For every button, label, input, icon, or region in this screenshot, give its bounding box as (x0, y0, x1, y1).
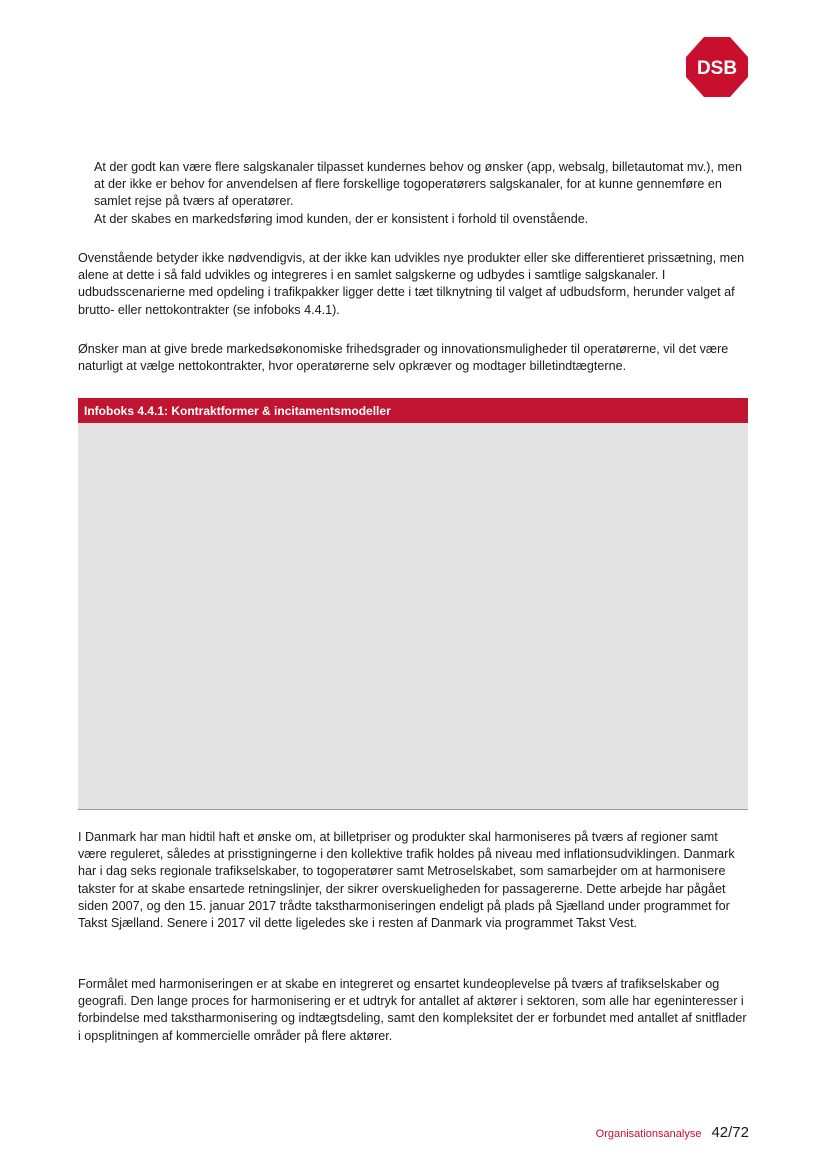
body-paragraph: Ønsker man at give brede markedsøkonomiske frihedsgrader og innovationsmuligheder til operatørerne, vil det være naturligt at vælge nettokontrakter, hvor operatørerne selv opkræver og modtager billetindtægterne. (78, 342, 729, 374)
dsb-logo (686, 37, 748, 97)
infobox-title: Infoboks 4.4.1: Kontraktformer & incitamentsmodeller (78, 398, 748, 423)
footer-section: Organisationsanalyse (595, 1128, 702, 1140)
body-paragraph: Formålet med harmoniseringen er at skabe en integreret og ensartet kundeoplevelse på tværs af trafikselskaber og geografi. Den lange proces for harmonisering er et udtryk for antallet af aktører i sektoren, som alle har egeninteresser i forbindelse med takstharmonisering og indtægtsdeling, samt den kompleksitet der er forbundet med antallet af snitflader i opsplitningen af kommercielle områder på flere aktører. (78, 977, 747, 1043)
body-paragraph: Ovenstående betyder ikke nødvendigvis, at der ikke kan udvikles nye produkter eller ske differentieret prissætning, men alene at dette i så fald udvikles og integreres i en samlet salgskerne og udbydes i samtlige salgskanaler. I udbudsscenarierne med opdeling i trafikpakker ligger dette i tæt tilknytning til valget af udbudsform, herunder valget af brutto- eller nettokontrakter (se infoboks 4.4.1). (78, 251, 745, 317)
dsb-logo-text: DSB (696, 58, 738, 79)
page-number: 42/72 (711, 1124, 749, 1141)
infobox (78, 398, 748, 810)
bullet-item: At der godt kan være flere salgskanaler tilpasset kundernes behov og ønsker (app, websalg, billetautomat mv.), men at der ikke er behov for anvendelsen af flere forskellige togoperatørers salgskanaler, for at kunne gennemføre en samlet rejse på tværs af operatører. (94, 160, 742, 209)
body-paragraph: I Danmark har man hidtil haft et ønske om, at billetpriser og produkter skal harmoniseres på tværs af regioner samt være reguleret, således at prisstigningerne i den kollektive trafik holdes på niveau med inflationsudviklingen. Danmark har i dag seks regionale trafikselskaber, to togoperatører samt Metroselskabet, som samarbejder om at harmonisere takster for at skabe ensartede retningslinjer, der sikrer overskueligheden for passagererne. Dette arbejde har pågået siden 2007, og den 15. januar 2017 trådte takstharmoniseringen endeligt på plads på Sjælland under programmet for Takst Sjælland. Senere i 2017 vil dette ligeledes ske i resten af Danmark via programmet Takst Vest. (78, 830, 735, 931)
bullet-item: At der skabes en markedsføring imod kunden, der er konsistent i forhold til ovenstående. (94, 211, 589, 226)
page-footer (529, 1125, 749, 1142)
bullet-list (78, 159, 749, 228)
